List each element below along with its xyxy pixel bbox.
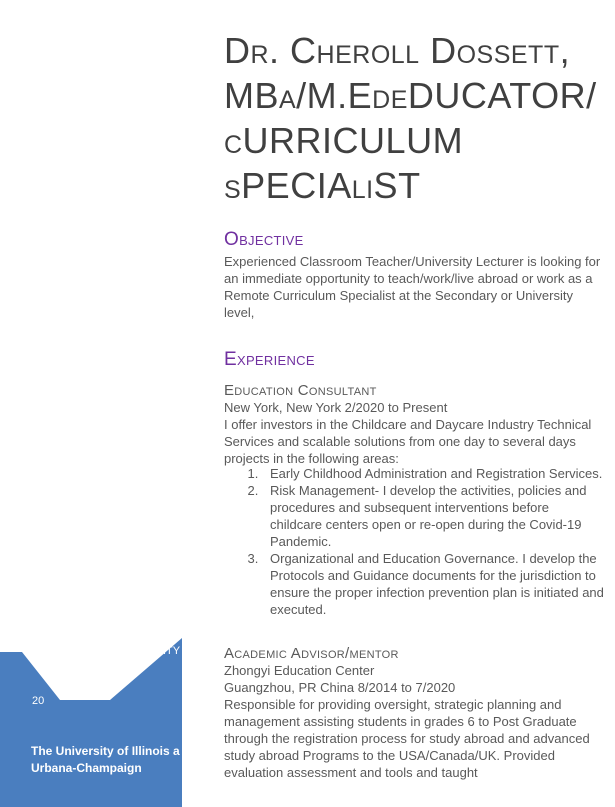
sidebar-fragment-top: ITY xyxy=(163,645,181,657)
sidebar-university-line2: Urbana-Champaign xyxy=(31,761,142,775)
job-summary-2: Responsible for providing oversight, strategic planning and management assisting students in grades 6 to Post Graduate through the registration process for study abroad and advanced study abroad Programs to the USA/Canada/UK. Provided evaluation assessment and tools and taught xyxy=(224,697,590,780)
job-location-dates-1: New York, New York 2/2020 to Present xyxy=(224,400,448,415)
list-item: 1. Early Childhood Administration and Registration Services. xyxy=(262,465,604,482)
objective-heading: Objective xyxy=(224,229,304,250)
job-title-1: Education Consultant xyxy=(224,382,377,399)
job-employer-2: Zhongyi Education Center xyxy=(224,663,375,678)
experience-heading: Experience xyxy=(224,349,315,370)
name-line-3: cURRICULUM xyxy=(224,120,464,161)
name-line-1: Dr. Cheroll Dossett, xyxy=(224,30,571,71)
objective-text: Experienced Classroom Teacher/University Lecturer is looking for an immediate opportunity to teach/work/live abroad or work as a Remote Curriculum Specialist at the Secondary or University level, xyxy=(224,254,601,320)
job-duties-list xyxy=(224,465,604,618)
job-title-2: Academic Advisor/mentor xyxy=(224,645,399,662)
list-item: 2. Risk Management- I develop the activities, policies and procedures and subsequent interventions before childcare centers open or re-open during the Covid-19 Pandemic. xyxy=(262,482,604,550)
list-item: 3. Organizational and Education Governance. I develop the Protocols and Guidance documents for the jurisdiction to ensure the proper infection prevention plan is initiated and executed. xyxy=(262,550,604,618)
sidebar-band-graphic xyxy=(0,0,182,807)
sidebar xyxy=(0,0,182,807)
job-summary-1: I offer investors in the Childcare and Daycare Industry Technical Services and scalable solutions from one day to several days projects in the following areas: xyxy=(224,417,592,466)
resume-name-title xyxy=(224,28,604,208)
job-location-dates-2: Guangzhou, PR China 8/2014 to 7/2020 xyxy=(224,680,456,695)
name-line-4: sPECIAliST xyxy=(224,165,421,206)
name-line-2: MBa/M.EdeDUCATOR/ xyxy=(224,75,597,116)
sidebar-fragment-date: 20 xyxy=(32,695,45,707)
sidebar-university-line1: The University of Illinois a xyxy=(31,744,180,758)
